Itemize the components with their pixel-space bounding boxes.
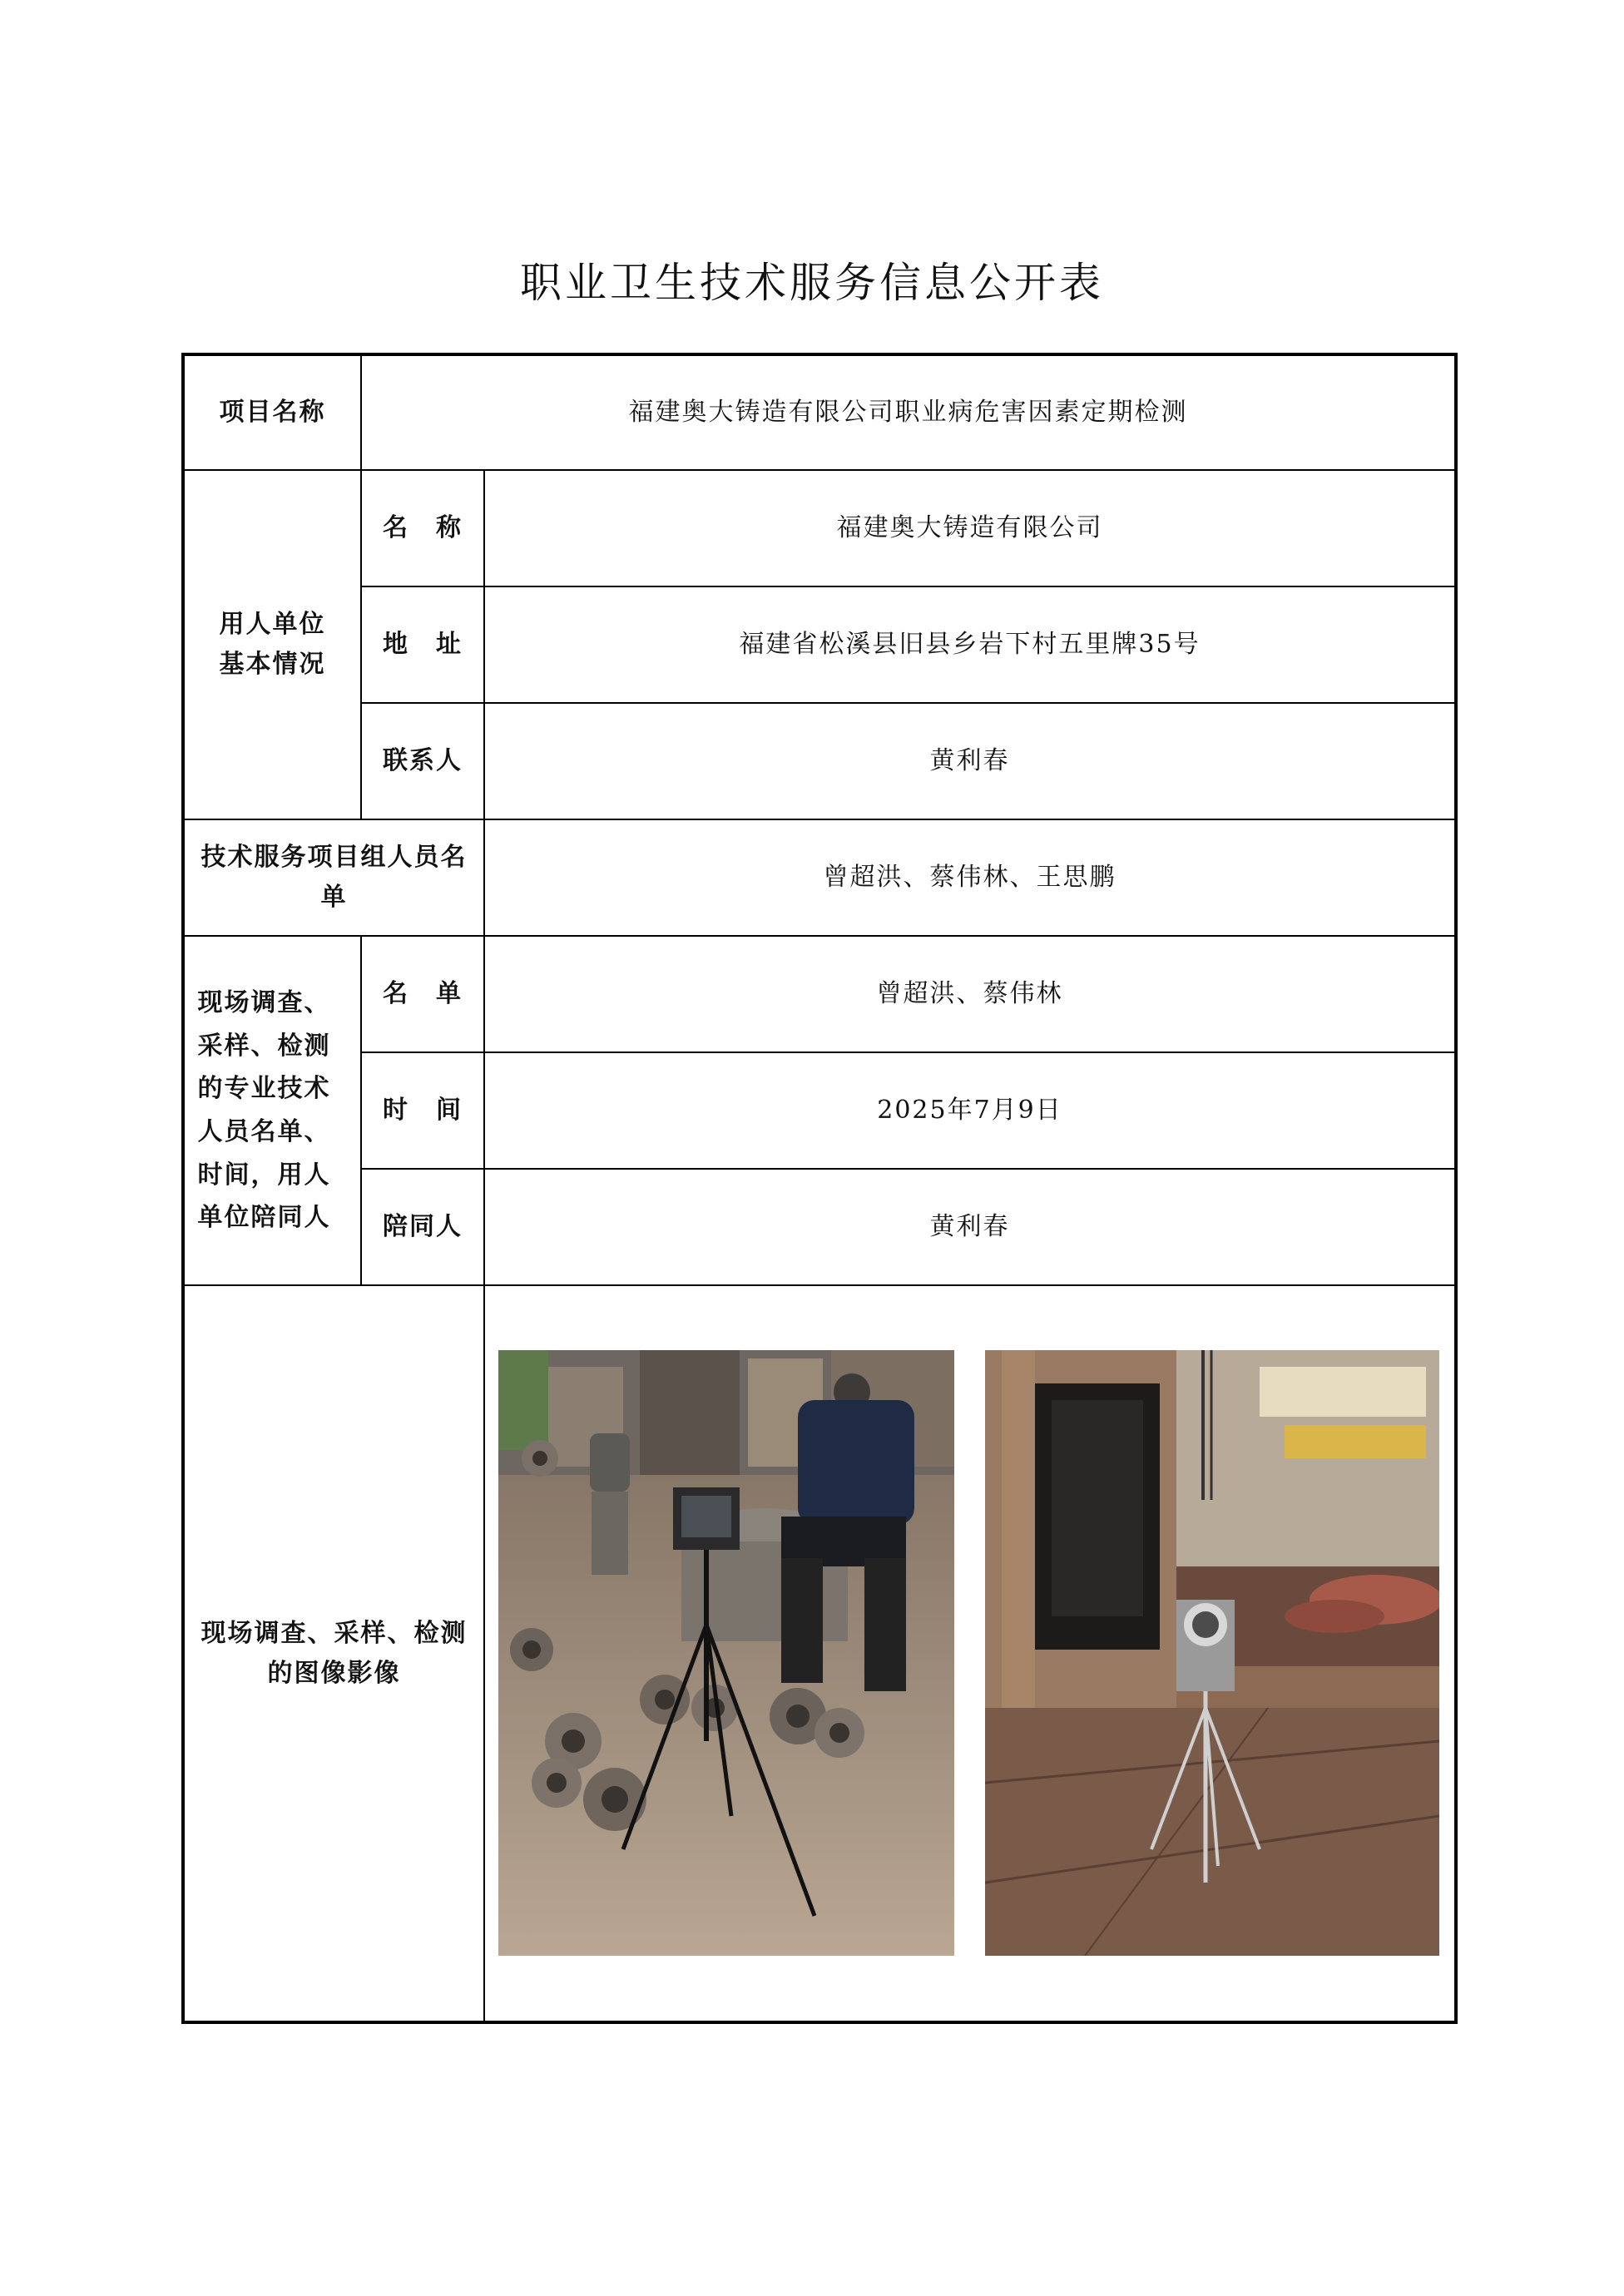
team-label xyxy=(183,819,484,936)
site-photo-2 xyxy=(985,1350,1439,1956)
survey-escort-label: 陪同人 xyxy=(361,1169,484,1285)
images-label-text: 现场调查、采样、检测的图像影像 xyxy=(201,1618,468,1688)
row-survey-time xyxy=(183,1052,1456,1169)
employer-address-value: 福建省松溪县旧县乡岩下村五里牌35号 xyxy=(484,586,1456,703)
images-cell xyxy=(484,1285,1456,2022)
survey-time-label: 时 间 xyxy=(361,1052,484,1169)
employer-name-value: 福建奥大铸造有限公司 xyxy=(484,470,1456,586)
team-value: 曾超洪、蔡伟林、王思鹏 xyxy=(484,819,1456,936)
site-photo-1-image xyxy=(498,1350,954,1956)
survey-list-value: 曾超洪、蔡伟林 xyxy=(484,936,1456,1052)
survey-list-label: 名 单 xyxy=(361,936,484,1052)
page-title: 职业卫生技术服务信息公开表 xyxy=(520,259,1104,307)
row-project xyxy=(183,354,1456,470)
employer-address-label: 地 址 xyxy=(361,586,484,703)
row-survey-list xyxy=(183,936,1456,1052)
images-label xyxy=(183,1285,484,2022)
row-employer-contact xyxy=(183,703,1456,819)
survey-label xyxy=(183,936,361,1285)
row-employer-name xyxy=(183,470,1456,586)
survey-label-text: 现场调查、采样、检测的专业技术人员名单、时间，用人单位陪同人 xyxy=(197,988,331,1233)
project-value: 福建奥大铸造有限公司职业病危害因素定期检测 xyxy=(361,354,1456,470)
survey-escort-value: 黄利春 xyxy=(484,1169,1456,1285)
info-table xyxy=(181,353,1458,2024)
row-images xyxy=(183,1285,1456,2022)
row-survey-escort xyxy=(183,1169,1456,1285)
team-label-text: 技术服务项目组人员名单 xyxy=(201,843,468,912)
employer-contact-label: 联系人 xyxy=(361,703,484,819)
row-team xyxy=(183,819,1456,936)
site-photo-1 xyxy=(498,1350,954,1956)
project-label: 项目名称 xyxy=(183,354,361,470)
employer-contact-value: 黄利春 xyxy=(484,703,1456,819)
site-photo-2-image xyxy=(985,1350,1439,1956)
employer-label-text: 用人单位基本情况 xyxy=(219,610,326,679)
survey-time-value: 2025年7月9日 xyxy=(484,1052,1456,1169)
row-employer-address xyxy=(183,586,1456,703)
employer-name-label: 名 称 xyxy=(361,470,484,586)
employer-label xyxy=(183,470,361,819)
